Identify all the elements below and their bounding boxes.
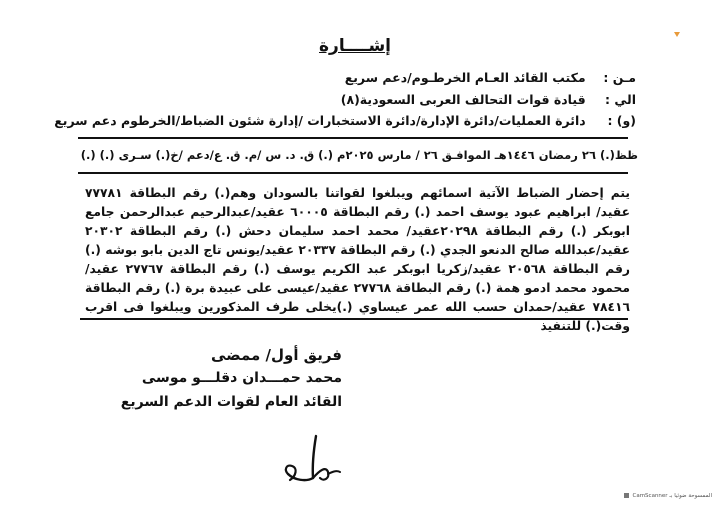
from-line [345, 70, 636, 85]
reference-line: ظظ(.) ٢٦ رمضان ١٤٤٦هـ الموافـق ٢٦ / مارس ٢٠٢٥م (.) ق. د. س /م. ق. ع/دعم /خ(.) سـرى (.) (.) [80, 148, 638, 162]
signatory-name: محمد حمـــدان دقلـــو موسى [141, 370, 342, 386]
scanner-footer [622, 493, 712, 499]
corner-marker-icon [674, 32, 680, 37]
scanner-logo-icon [624, 493, 629, 498]
scanner-footer-text: CamScanner الممسوحة ضوئيا بـ [632, 493, 712, 499]
handwritten-signature [276, 430, 346, 490]
cc-text: دائرة العمليات/دائرة الإدارة/دائرة الاستخبارات /إدارة شئون الضباط/الخرطوم دعم سريع [54, 113, 586, 128]
message-body: يتم إحضار الضباط الآتية اسمائهم ويبلغوا لقواتنا بالسودان وهم(.) رقم البطاقة ٧٧٧٨١ عقيد/ ابراهيم عبود يوسف احمد (.) رقم البطاقة ٦٠٠٠٥ عقيد/عبدالرحيم عبدالرحمن جامع ابوبكر (.) رقم البطاقة ٢٠٢٩٨عقيد/ محمد احمد سليمان دحش (.) رقم البطاقة ٢٠٣٠٢ عقيد/عبدالله صالح الدنعو الجدي (.) رقم البطاقة ٢٠٣٣٧ عقيد/يونس تاج الدين بابو بوشه (.) رقم البطاقة ٢٠٥٦٨ عقيد/زكريا ابوبكر عبد الكريم يوسف (.) رقم البطاقة ٢٧٧٦٧ عقيد/محمود محمد ادمو همة (.) رقم البطاقة ٢٧٧٦٨ عقيد/عيسى على عبيدة برة (.) رقم البطاقة ٧٨٤١٦ عقيد/حمدان حسب الله عمر عيساوي (.)يخلى طرف المذكورين ويبلغوا فى اقرب وقت(.) للتنفيذ [85, 186, 630, 333]
top-divider [78, 137, 628, 139]
middle-divider [78, 172, 628, 174]
cc-line [54, 113, 636, 128]
cc-label: (و) : [607, 113, 636, 128]
document-title: إشــــارة [319, 36, 391, 56]
to-label: الي : [605, 92, 636, 107]
signatory-position: القائد العام لقوات الدعم السريع [120, 394, 342, 410]
from-text: مكتب القائد العـام الخرطـوم/دعم سريع [344, 70, 586, 85]
from-label: مـن : [603, 70, 636, 85]
to-text: قيادة قوات التحالف العربى السعودية(٨) [340, 92, 586, 107]
signatory-rank: فريق أول/ ممضى [210, 346, 342, 364]
to-line [341, 92, 636, 107]
bottom-divider [80, 318, 628, 320]
